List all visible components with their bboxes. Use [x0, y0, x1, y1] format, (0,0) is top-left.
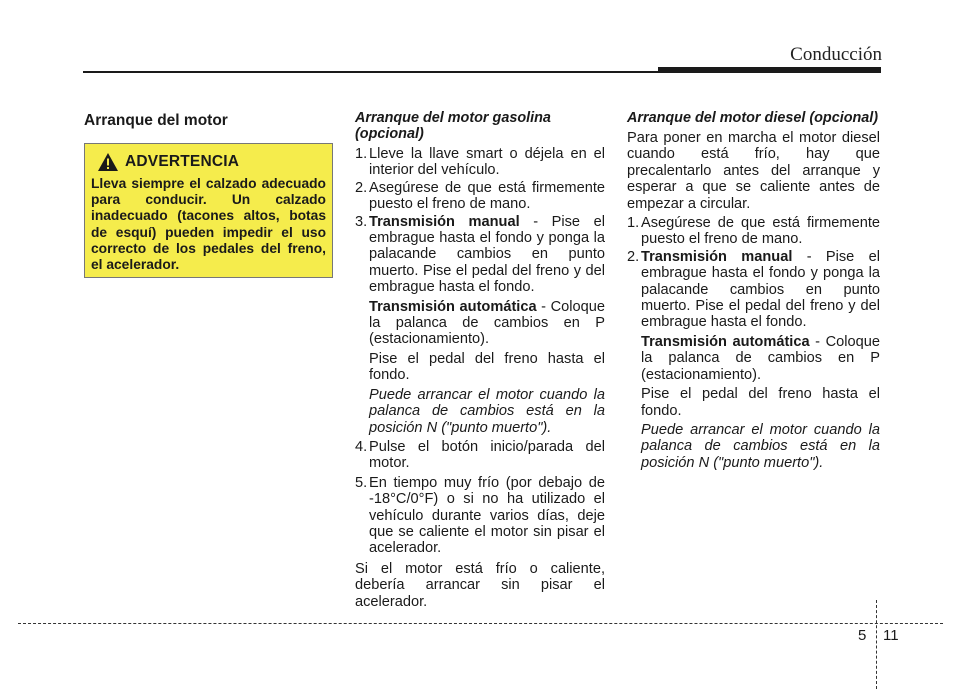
manual-transmission-label: Transmisión manual: [369, 213, 520, 230]
warning-text: Lleva siempre el calzado adecuado para conducir. Un calzado inadecuado (tacones altos, botas de esquí) pueden impedir el uso correcto de los pedales del freno, el acelerador.: [91, 176, 326, 273]
list-item: [627, 249, 880, 331]
warning-triangle-icon: [97, 152, 119, 172]
warning-title: ADVERTENCIA: [125, 153, 240, 170]
manual-transmission-text: - Pise el embrague hasta el fondo y ponga la palacande cambios en punto muerto. Pise el pedal del freno y del embrague hasta el fondo.: [641, 248, 880, 331]
list-item: [355, 180, 605, 213]
header-rule-thin: [83, 71, 661, 73]
header-rule-thick: [658, 67, 881, 73]
list-number: 3.: [355, 213, 368, 230]
subsection-title-diesel: Arranque del motor diesel (opcional): [627, 110, 879, 126]
list-item: [355, 439, 605, 472]
column-middle: [355, 110, 605, 610]
list-text: En tiempo muy frío (por debajo de -18°C/0°F) o si no ha utilizado el vehículo durante varios días, deje que se caliente el motor sin pisar el acelerador.: [369, 474, 605, 557]
list-item: [355, 475, 605, 557]
footer-dashed-divider: [876, 600, 877, 689]
list-text: [369, 214, 605, 296]
list-item: [627, 215, 880, 248]
page-number: 11: [883, 627, 899, 644]
chapter-number: 5: [858, 627, 867, 644]
closing-paragraph: Si el motor está frío o caliente, debería arrancar sin pisar el acelerador.: [355, 560, 605, 610]
list-number: 1.: [627, 215, 640, 232]
list-text: [641, 249, 880, 331]
brake-instruction: Pise el pedal del freno hasta el fondo.: [641, 386, 880, 419]
list-number: 1.: [355, 146, 368, 162]
warning-box: [84, 143, 333, 278]
automatic-transmission-label: Transmisión automática: [641, 333, 810, 350]
list-number: 4.: [355, 438, 368, 455]
list-number: 2.: [355, 179, 368, 196]
list-text: Pulse el botón inicio/parada del motor.: [369, 438, 605, 472]
column-right: [627, 110, 880, 471]
automatic-transmission-text: - Coloque la palanca de cambios en P (estacionamiento).: [641, 333, 880, 383]
manual-transmission-text: - Pise el embrague hasta el fondo y ponga la palacande cambios en punto muerto. Pise el pedal del freno y del embrague hasta el fondo.: [369, 213, 605, 296]
subsection-title-gasoline: Arranque del motor gasolina (opcional): [355, 110, 551, 142]
list-number: 5.: [355, 474, 368, 491]
column-left: [84, 110, 334, 129]
automatic-transmission-label: Transmisión automática: [369, 298, 537, 315]
diesel-intro: Para poner en marcha el motor diesel cuando está frío, hay que precalentarlo antes del arranque y esperar a que se caliente antes de empezar a circular.: [627, 130, 880, 212]
manual-transmission-label: Transmisión manual: [641, 248, 793, 265]
neutral-note: Puede arrancar el motor cuando la palanca de cambios está en la posición N ("punto muerto").: [369, 386, 605, 436]
neutral-note: Puede arrancar el motor cuando la palanca de cambios está en la posición N ("punto muerto").: [641, 421, 880, 471]
automatic-transmission-text: - Coloque la palanca de cambios en P (estacionamiento).: [369, 298, 605, 348]
brake-instruction: Pise el pedal del freno hasta el fondo.: [369, 350, 605, 384]
automatic-transmission-paragraph: [355, 299, 605, 348]
section-title: Arranque del motor: [84, 112, 228, 129]
header-title: Conducción: [790, 44, 882, 65]
list-text: Asegúrese de que está firmemente puesto el freno de mano.: [369, 179, 605, 213]
list-text: Asegúrese de que está firmemente puesto el freno de mano.: [641, 215, 880, 248]
warning-header: [97, 150, 326, 174]
list-text: Lleve la llave smart o déjela en el interior del vehículo.: [369, 146, 605, 179]
list-item: [355, 146, 605, 179]
automatic-transmission-paragraph: [627, 334, 880, 383]
list-number: 2.: [627, 248, 640, 265]
footer-dashed-rule: [18, 623, 943, 624]
list-item: [355, 214, 605, 296]
